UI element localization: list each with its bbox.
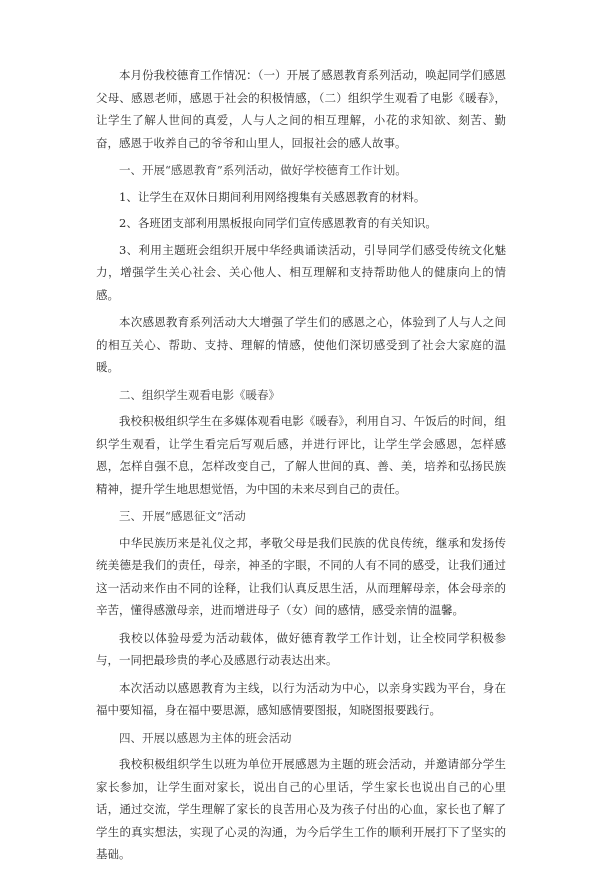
body-paragraph-mainline: 本次活动以感恩教育为主线，以行为活动为中心，以亲身实践为平台，身在福中要知福，身在福中要思源，感知感情要图报，知晓图报要践行。 (96, 680, 506, 717)
body-paragraph-movie: 我校积极组织学生在多媒体观看电影《暖春》，利用自习、午饭后的时间，组织学生观看，让学生看完后写观后感，并进行评比，让学生学会感恩，怎样感恩，怎样自强不息，怎样改变自己，了解人世间的真、善、美，培养和弘扬民族精神，提升学生地思想觉悟，为中国的未来尽到自己的责任。 (96, 414, 506, 496)
section-heading-2: 二、组织学生观看电影《暖春》 (119, 387, 280, 402)
document-body (96, 64, 506, 871)
body-paragraph-motherlove: 我校以体验母爱为活动载体，做好德育教学工作计划，让全校同学积极参与，一同把最珍贵的孝心及感恩行动表达出来。 (96, 630, 506, 667)
list-item-2: 2、各班团支部利用黑板报向同学们宣传感恩教育的有关知识。 (119, 216, 437, 230)
body-paragraph-classmeeting: 我校积极组织学生以班为单位开展感恩为主题的班会活动，并邀请部分学生家长参加，让学生面对家长，说出自己的心里话，学生家长也说出自己的心里话，通过交流，学生理解了家长的良苦用心及为孩子付出的心血，家长也了解了学生的真实想法，实现了心灵的沟通，为今后学生工作的顺利开展打下了坚实的基础。 (96, 757, 506, 861)
summary-paragraph-1: 本次感恩教育系列活动大大增强了学生们的感恩之心，体验到了人与人之间的相互关心、帮助、支持、理解的情感，使他们深切感受到了社会大家庭的温暖。 (96, 315, 506, 374)
body-paragraph-essay: 中华民族历来是礼仪之邦，孝敬父母是我们民族的优良传统，继承和发扬传统美德是我们的责任，母亲，神圣的字眼，不同的人有不同的感受，让我们通过这一活动来作由不同的诠释，让我们认真反思生活，从而理解母亲，体会母亲的辛苦，懂得感激母亲，进而增进母子（女）间的感情，感受亲情的温馨。 (96, 535, 506, 617)
intro-paragraph: 本月份我校德育工作情况：（一）开展了感恩教育系列活动，唤起同学们感恩父母、感恩老师，感恩于社会的积极情感，（二）组织学生观看了电影《暖春》，让学生了解人世间的真爱，人与人之间的相互理解，小花的求知欲、刻苦、勤奋，感恩于收养自己的爷爷和山里人，回报社会的感人故事。 (96, 68, 506, 150)
section-heading-4: 四、开展以感恩为主体的班会活动 (119, 730, 292, 745)
section-heading-3: 三、开展“感恩征文”活动 (119, 509, 246, 523)
list-item-1: 1、让学生在双休日期间利用网络搜集有关感恩教育的材料。 (119, 189, 426, 204)
list-item-3: 3、利用主题班会组织开展中华经典诵读活动，引导同学们感受传统文化魅力，增强学生关心社会、关心他人、相互理解和支持帮助他人的健康向上的情感。 (96, 242, 506, 302)
section-heading-1: 一、开展“感恩教育”系列活动，做好学校德育工作计划。 (119, 163, 407, 177)
